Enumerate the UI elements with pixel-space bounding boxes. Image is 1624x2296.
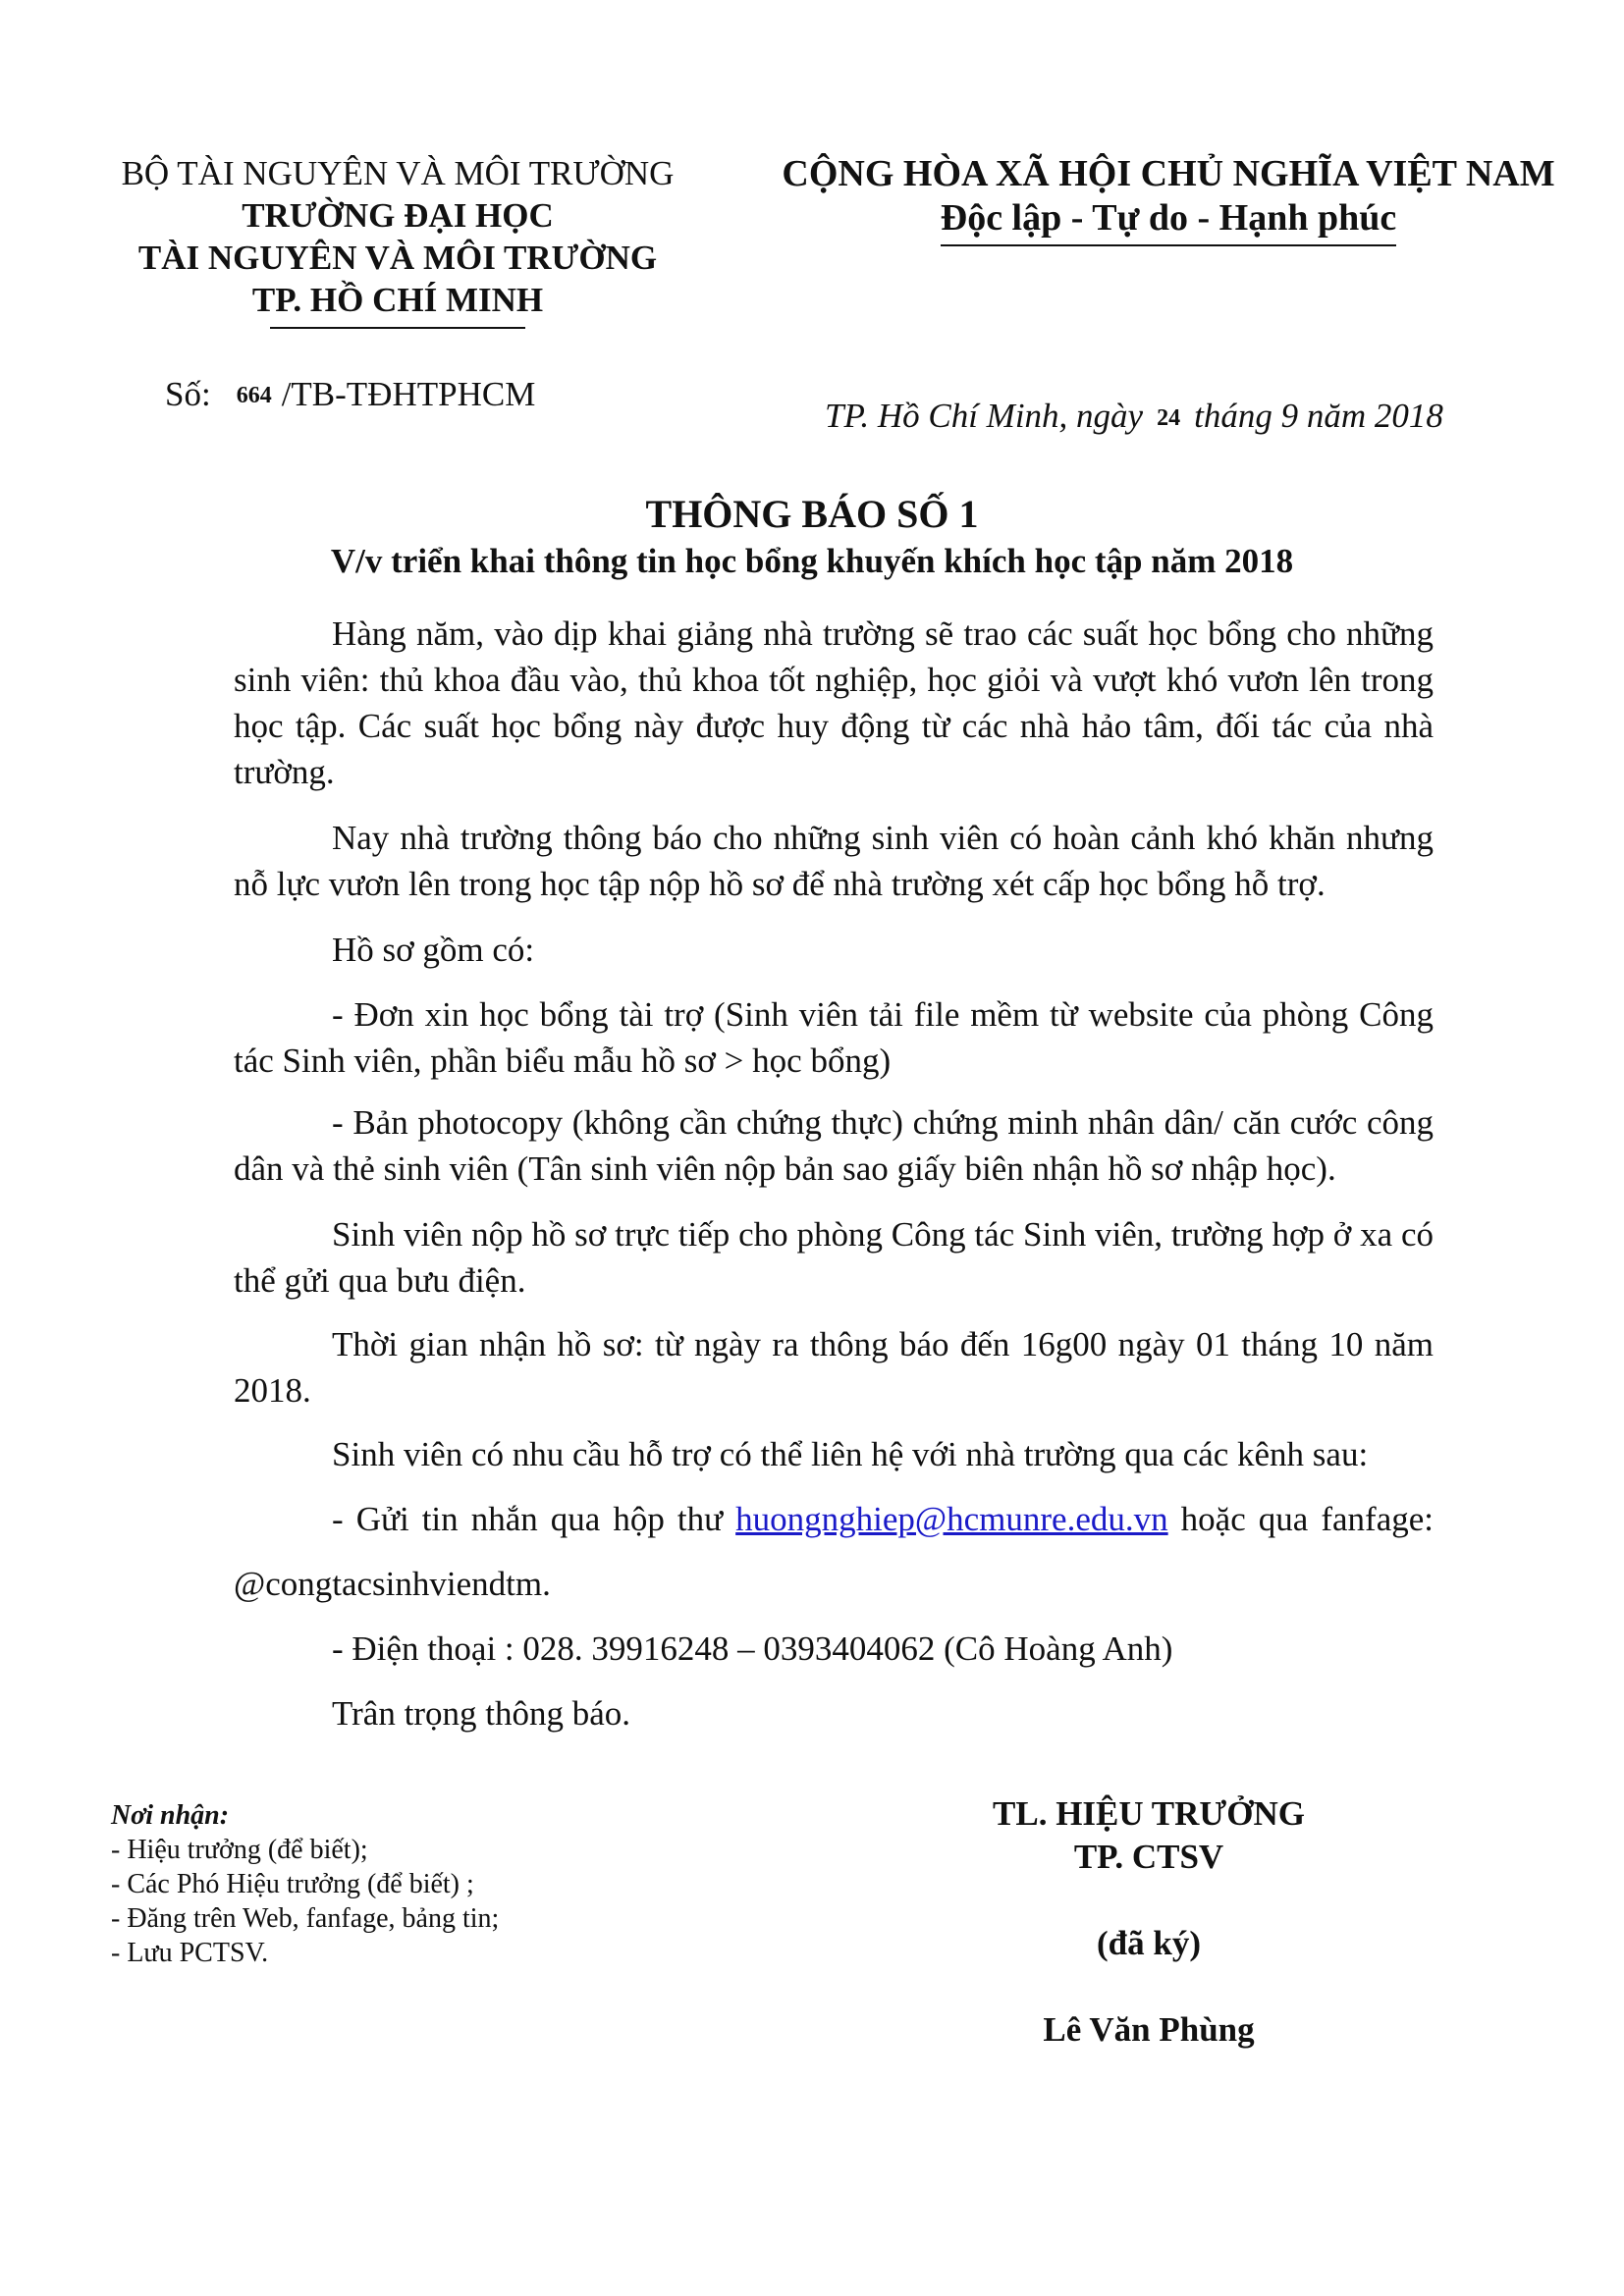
document-title: THÔNG BÁO SỐ 1 xyxy=(645,492,979,536)
body-paragraph-3 xyxy=(234,927,1434,973)
recipient-item: - Các Phó Hiệu trưởng (để biết) ; xyxy=(111,1869,474,1899)
paragraph-text: Hàng năm, vào dịp khai giảng nhà trường sẽ trao các suất học bổng cho những sinh viên: thủ khoa đầu vào, thủ khoa tốt nghiệp, học giỏi và vượt khó vươn lên trong học tập. Các suất học bổng này được huy động từ các nhà hảo tâm, đối tác của nhà trường. xyxy=(234,614,1434,791)
school-name-line2: TÀI NGUYÊN VÀ MÔI TRƯỜNG xyxy=(137,239,658,277)
signatory-name: Lê Văn Phùng xyxy=(1043,2010,1255,2049)
agency-underline xyxy=(270,327,525,329)
paragraph-text: - Bản photocopy (không cần chứng thực) chứng minh nhân dân/ căn cước công dân và thẻ sinh viên (Tân sinh viên nộp bản sao giấy biên nhận hồ sơ nhập học). xyxy=(234,1103,1434,1188)
document-subject: V/v triển khai thông tin học bổng khuyến khích học tập năm 2018 xyxy=(330,542,1294,580)
date-day: 24 xyxy=(1157,405,1181,431)
body-paragraph-2 xyxy=(234,815,1434,907)
doc-number-prefix: Số: xyxy=(165,375,211,413)
issuing-agency-block xyxy=(88,152,707,329)
national-header-block xyxy=(776,152,1561,246)
national-motto: Độc lập - Tự do - Hạnh phúc xyxy=(941,196,1397,246)
signature-title-1: TL. HIỆU TRƯỞNG xyxy=(993,1794,1305,1833)
email-suffix: hoặc qua fanfage: xyxy=(1180,1500,1434,1538)
date-prefix: TP. Hồ Chí Minh, ngày xyxy=(825,397,1144,435)
ministry-name: BỘ TÀI NGUYÊN VÀ MÔI TRƯỜNG xyxy=(121,154,675,192)
body-paragraph-1 xyxy=(234,611,1434,795)
date-suffix: tháng 9 năm 2018 xyxy=(1194,397,1443,435)
body-paragraph-8 xyxy=(234,1431,1434,1477)
recipients-block xyxy=(111,1798,499,1970)
doc-number-suffix: /TB-TĐHTPHCM xyxy=(281,375,536,413)
recipients-heading: Nơi nhận: xyxy=(111,1800,230,1831)
signature-title-2: TP. CTSV xyxy=(1073,1838,1224,1876)
body-paragraph-contact-email xyxy=(234,1496,1434,1542)
body-paragraph-7 xyxy=(234,1321,1434,1414)
email-link[interactable]: huongnghiep@hcmunre.edu.vn xyxy=(735,1500,1168,1538)
signature-signed-note: (đã ký) xyxy=(1097,1924,1201,1962)
school-name-line1: TRƯỜNG ĐẠI HỌC xyxy=(242,196,554,235)
paragraph-text: Sinh viên nộp hồ sơ trực tiếp cho phòng Công tác Sinh viên, trường hợp ở xa có thể gửi qua bưu điện. xyxy=(234,1215,1434,1300)
paragraph-text: Hồ sơ gồm có: xyxy=(332,931,535,969)
paragraph-text: - Đơn xin học bổng tài trợ (Sinh viên tải file mềm từ website của phòng Công tác Sinh viên, phần biểu mẫu hồ sơ > học bổng) xyxy=(234,995,1434,1080)
paragraph-text: Thời gian nhận hồ sơ: từ ngày ra thông báo đến 16g00 ngày 01 tháng 10 năm 2018. xyxy=(234,1325,1434,1410)
recipient-item: - Lưu PCTSV. xyxy=(111,1938,269,1968)
paragraph-text: Sinh viên có nhu cầu hỗ trợ có thể liên hệ với nhà trường qua các kênh sau: xyxy=(332,1435,1369,1473)
doc-number-value: 664 xyxy=(236,383,272,408)
email-prefix: - Gửi tin nhắn qua hộp thư xyxy=(332,1500,724,1538)
document-number xyxy=(165,375,535,414)
paragraph-text: Nay nhà trường thông báo cho những sinh viên có hoàn cảnh khó khăn nhưng nỗ lực vươn lên trong học tập nộp hồ sơ để nhà trường xét cấp học bổng hỗ trợ. xyxy=(234,819,1434,903)
republic-name: CỘNG HÒA XÃ HỘI CHỦ NGHĨA VIỆT NAM xyxy=(782,153,1555,194)
phone-line: - Điện thoại : 028. 39916248 – 0393404062 (Cô Hoàng Anh) xyxy=(332,1629,1173,1668)
school-name-line3: TP. HỒ CHÍ MINH xyxy=(251,281,544,319)
body-paragraph-4 xyxy=(234,991,1434,1084)
body-paragraph-5 xyxy=(234,1099,1434,1192)
fanpage-handle: @congtacsinhviendtm. xyxy=(234,1565,551,1603)
recipient-item: - Đăng trên Web, fanfage, bảng tin; xyxy=(111,1903,500,1934)
document-date xyxy=(825,397,1443,436)
closing-line: Trân trọng thông báo. xyxy=(332,1694,630,1733)
body-paragraph-6 xyxy=(234,1211,1434,1304)
recipient-item: - Hiệu trưởng (để biết); xyxy=(111,1835,368,1865)
paragraph-text xyxy=(234,1496,1434,1542)
